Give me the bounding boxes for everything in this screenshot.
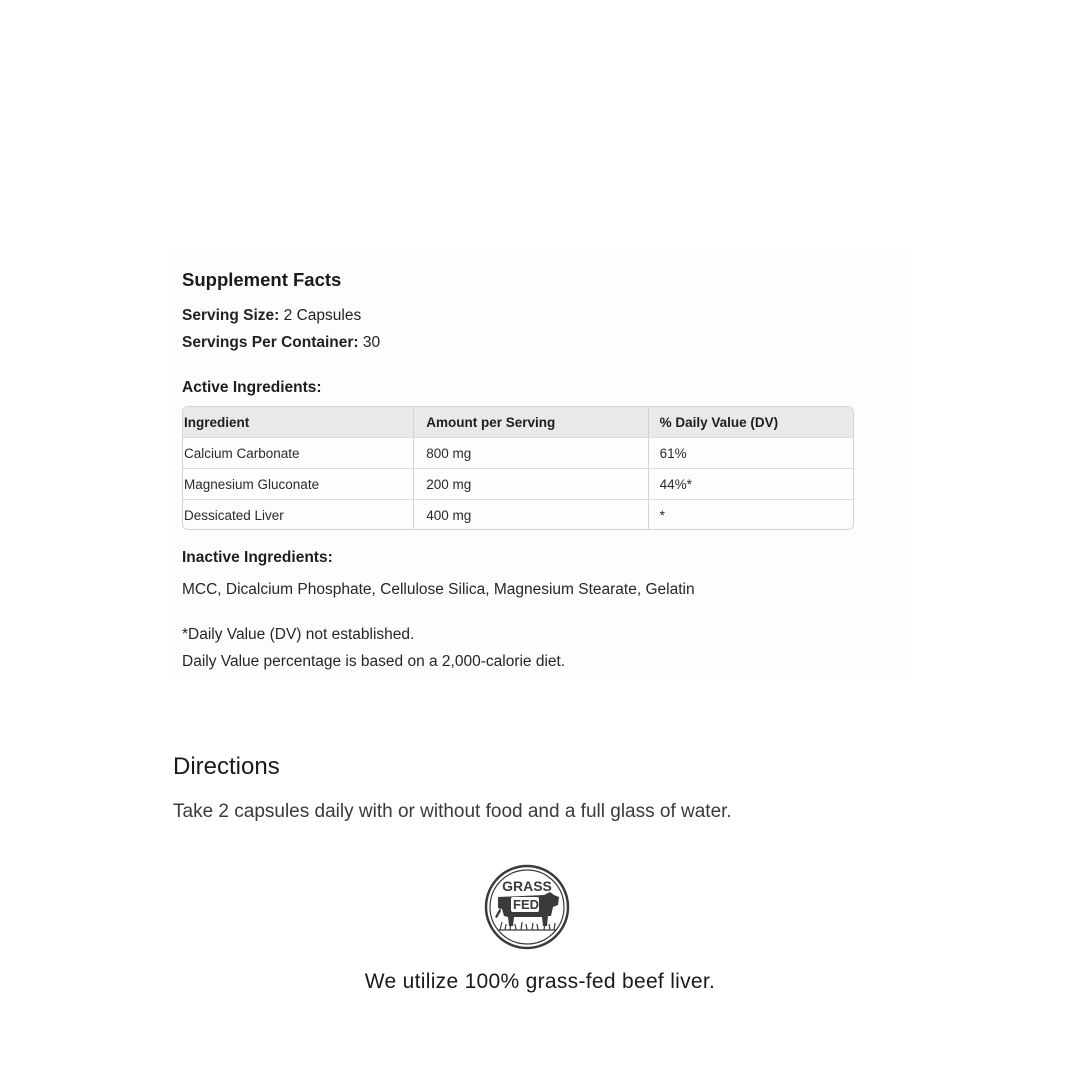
- badge-text-fed: FED: [513, 897, 539, 912]
- supplement-facts-panel: [168, 255, 912, 680]
- table-row: [183, 437, 853, 468]
- ingredients-table: [182, 406, 854, 530]
- supplement-facts-title: Supplement Facts: [182, 269, 342, 290]
- grass-fed-badge: [484, 864, 570, 950]
- ingredient-name: Magnesium Gluconate: [184, 476, 320, 492]
- daily-value-note: *Daily Value (DV) not established.: [182, 626, 415, 643]
- ingredient-daily-value: 44%*: [648, 469, 853, 499]
- grass-fed-badge-graphic: [484, 864, 570, 950]
- calorie-note: Daily Value percentage is based on a 2,000-calorie diet.: [182, 653, 566, 670]
- tagline: We utilize 100% grass-fed beef liver.: [364, 970, 716, 993]
- servings-per-container: [182, 334, 380, 352]
- column-header-daily-value: % Daily Value (DV): [648, 407, 853, 437]
- ingredient-amount: 400 mg: [413, 500, 647, 530]
- servings-per-container-value: 30: [362, 334, 381, 351]
- column-header-amount: Amount per Serving: [413, 407, 647, 437]
- inactive-ingredients-list: MCC, Dicalcium Phosphate, Cellulose Silica, Magnesium Stearate, Gelatin: [182, 581, 695, 598]
- ingredient-daily-value: *: [648, 500, 853, 530]
- column-header-ingredient: Ingredient: [184, 414, 250, 430]
- serving-size-label: Serving Size:: [182, 307, 280, 324]
- ingredient-name: Calcium Carbonate: [184, 445, 300, 461]
- active-ingredients-heading: Active Ingredients:: [182, 379, 322, 396]
- serving-size-value: 2 Capsules: [283, 307, 362, 324]
- servings-per-container-label: Servings Per Container:: [182, 334, 359, 351]
- table-row: [183, 499, 853, 530]
- table-row: [183, 468, 853, 499]
- ingredient-amount: 200 mg: [413, 469, 647, 499]
- inactive-ingredients-heading: Inactive Ingredients:: [182, 549, 333, 566]
- ingredient-amount: 800 mg: [413, 438, 647, 468]
- directions-text: Take 2 capsules daily with or without food and a full glass of water.: [173, 801, 732, 822]
- ingredient-name: Dessicated Liver: [184, 507, 284, 523]
- ingredient-daily-value: 61%: [648, 438, 853, 468]
- serving-size: [182, 307, 361, 325]
- badge-text-grass: GRASS: [502, 878, 552, 894]
- directions-title: Directions: [173, 753, 280, 780]
- table-header-row: [183, 407, 853, 437]
